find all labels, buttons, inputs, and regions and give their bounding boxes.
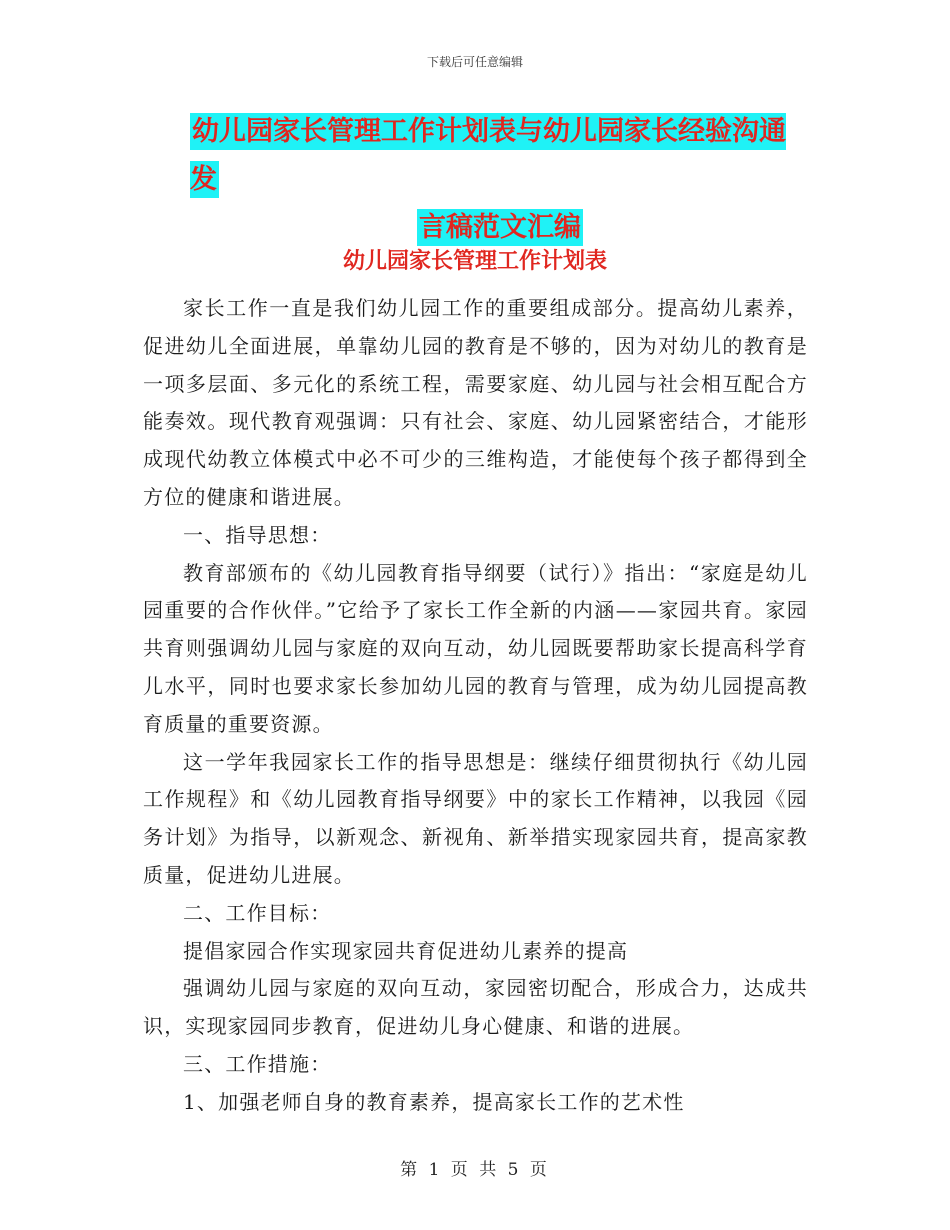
- paragraph-guideline-quote: 教育部颁布的《幼儿园教育指导纲要（试行）》指出：“家庭是幼儿园重要的合作伙伴。”它给予了家长工作全新的内涵——家园共育。家园共育则强调幼儿园与家庭的双向互动，幼儿园既要帮助家长提高科学育儿水平，同时也要求家长参加幼儿园的教育与管理，成为幼儿园提高教育质量的重要资源。: [143, 560, 808, 736]
- header-note: 下载后可任意编辑: [426, 55, 523, 69]
- section-title: 幼儿园家长管理工作计划表: [342, 249, 607, 274]
- document-body: [143, 290, 808, 1122]
- title-line-1: 幼儿园家长管理工作计划表与幼儿园家长经验沟通发: [190, 113, 786, 198]
- heading-work-measures: 三、工作措施：: [183, 1051, 332, 1076]
- heading-work-goals: 二、工作目标：: [183, 900, 332, 925]
- paragraph-goal-title: 提倡家园合作实现家园共育促进幼儿素养的提高: [183, 938, 629, 963]
- title-line-2: 言稿范文汇编: [417, 209, 583, 246]
- document-title: [190, 108, 810, 252]
- page-footer: 第 1 页 共 5 页: [400, 1160, 550, 1180]
- paragraph-guiding-thought: 这一学年我园家长工作的指导思想是：继续仔细贯彻执行《幼儿园工作规程》和《幼儿园教育指导纲要》中的家长工作精神，以我园《园务计划》为指导，以新观念、新视角、新举措实现家园共育，提高家教质量，促进幼儿进展。: [143, 749, 808, 887]
- paragraph-goal-detail: 强调幼儿园与家庭的双向互动，家园密切配合，形成合力，达成共识，实现家园同步教育，促进幼儿身心健康、和谐的进展。: [143, 976, 808, 1039]
- paragraph-intro: 家长工作一直是我们幼儿园工作的重要组成部分。提高幼儿素养，促进幼儿全面进展，单靠幼儿园的教育是不够的，因为对幼儿的教育是一项多层面、多元化的系统工程，需要家庭、幼儿园与社会相互配合方能奏效。现代教育观强调：只有社会、家庭、幼儿园紧密结合，才能形成现代幼教立体模式中必不可少的三维构造，才能使每个孩子都得到全方位的健康和谐进展。: [143, 296, 808, 509]
- heading-guiding-thought: 一、指导思想：: [183, 522, 332, 547]
- paragraph-measure-1: 1、加强老师自身的教育素养，提高家长工作的艺术性: [183, 1089, 685, 1114]
